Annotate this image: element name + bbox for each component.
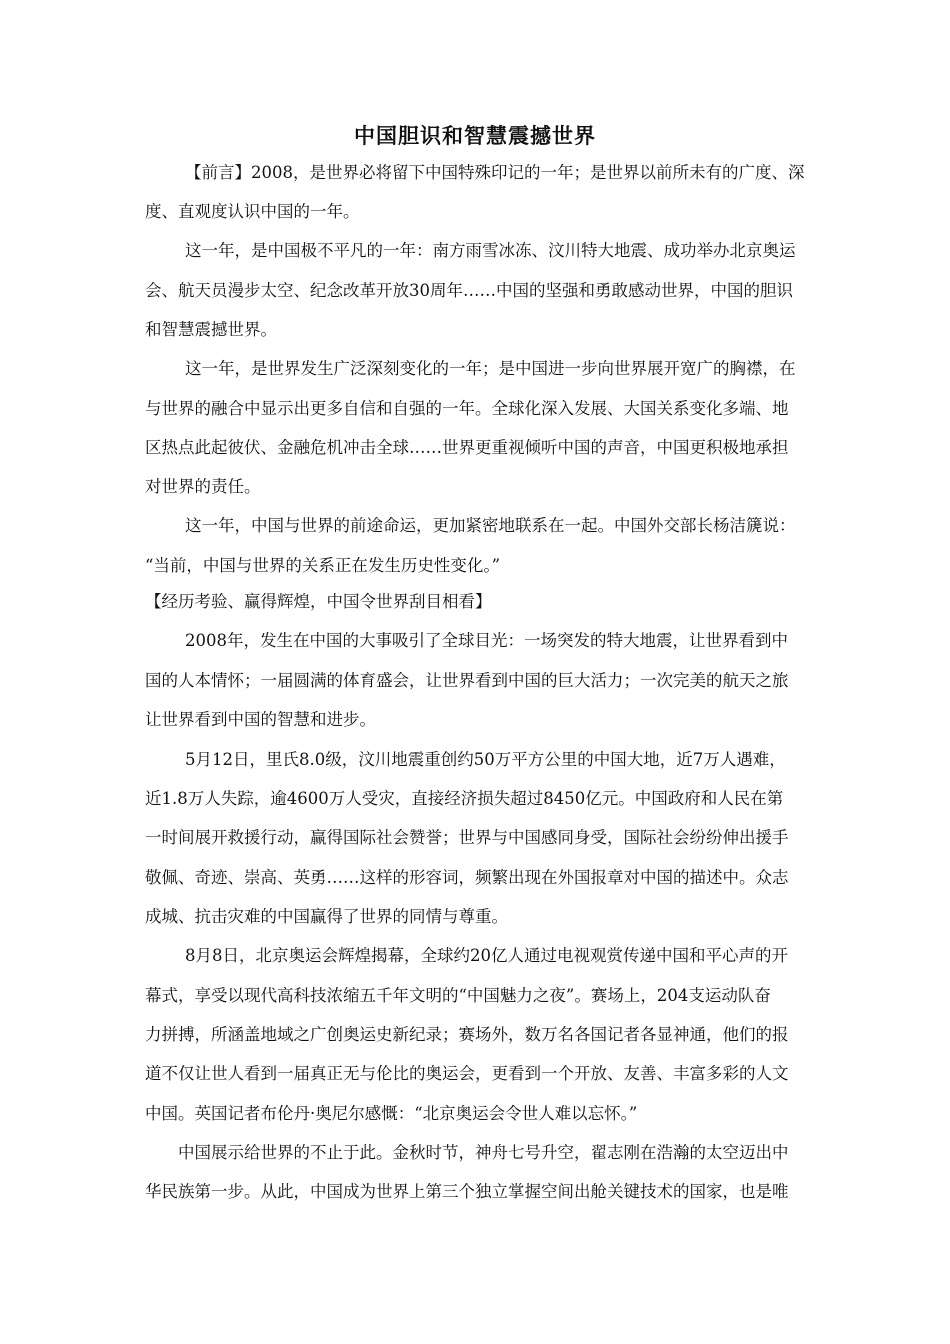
text-line: 让世界看到中国的智慧和进步。 (145, 710, 376, 729)
text-line: 对世界的责任。 (145, 477, 261, 496)
text-line: 中国。英国记者布伦丹·奥尼尔感慨：“北京奥运会令世人难以忘怀。” (145, 1104, 638, 1123)
text-line: 敬佩、奇迹、崇高、英勇……这样的形容词，频繁出现在外国报章对中国的描述中。众志 (145, 868, 789, 887)
text-line: 这一年，中国与世界的前途命运，更加紧密地联系在一起。中国外交部长杨洁篪说： (185, 516, 796, 535)
text-line: 8月8日，北京奥运会辉煌揭幕，全球约20亿人通过电视观赏传递中国和平心声的开 (185, 946, 788, 965)
text-line: 5月12日，里氏8.0级，汶川地震重创约50万平方公里的中国大地，近7万人遇难， (185, 750, 786, 769)
text-line: 这一年，是中国极不平凡的一年：南方雨雪冰冻、汶川特大地震、成功举办北京奥运 (185, 241, 796, 260)
text-line: 会、航天员漫步太空、纪念改革开放30周年……中国的坚强和勇敢感动世界，中国的胆识 (145, 281, 793, 300)
text-line: 华民族第一步。从此，中国成为世界上第三个独立掌握空间出舱关键技术的国家，也是唯 (145, 1182, 789, 1201)
text-line: 这一年，是世界发生广泛深刻变化的一年；是中国进一步向世界展开宽广的胸襟，在 (185, 359, 796, 378)
text-line: 成城、抗击灾难的中国赢得了世界的同情与尊重。 (145, 907, 508, 926)
text-line: 中国展示给世界的不止于此。金秋时节，神舟七号升空，翟志刚在浩瀚的太空迈出中 (178, 1143, 789, 1162)
text-line: 幕式，享受以现代高科技浓缩五千年文明的“中国魅力之夜”。赛场上，204支运动队奋 (145, 986, 771, 1005)
text-line: 和智慧震撼世界。 (145, 320, 277, 339)
text-line: 2008年，发生在中国的大事吸引了全球目光：一场突发的特大地震，让世界看到中 (185, 631, 788, 650)
text-line: 一时间展开救援行动，赢得国际社会赞誉；世界与中国感同身受，国际社会纷纷伸出援手 (145, 828, 789, 847)
text-line: 与世界的融合中显示出更多自信和自强的一年。全球化深入发展、大国关系变化多端、地 (145, 399, 789, 418)
text-line: 区热点此起彼伏、金融危机冲击全球……世界更重视倾听中国的声音，中国更积极地承担 (145, 438, 789, 457)
text-line: 力拼搏，所涵盖地域之广创奥运史新纪录；赛场外，数万名各国记者各显神通，他们的报 (145, 1025, 789, 1044)
document-title: 中国胆识和智慧震撼世界 (354, 124, 596, 148)
text-line: 近1.8万人失踪，逾4600万人受灾，直接经济损失超过8450亿元。中国政府和人民在第 (145, 789, 784, 808)
text-line: 度、直观度认识中国的一年。 (145, 202, 360, 221)
section-heading: 【经历考验、赢得辉煌，中国令世界刮目相看】 (145, 592, 492, 611)
text-line: “当前，中国与世界的关系正在发生历史性变化。” (145, 556, 501, 575)
text-line: 国的人本情怀；一届圆满的体育盛会，让世界看到中国的巨大活力；一次完美的航天之旅 (145, 671, 789, 690)
text-line: 【前言】2008，是世界必将留下中国特殊印记的一年；是世界以前所未有的广度、深 (185, 163, 805, 182)
text-line: 道不仅让世人看到一届真正无与伦比的奥运会，更看到一个开放、友善、丰富多彩的人文 (145, 1064, 789, 1083)
